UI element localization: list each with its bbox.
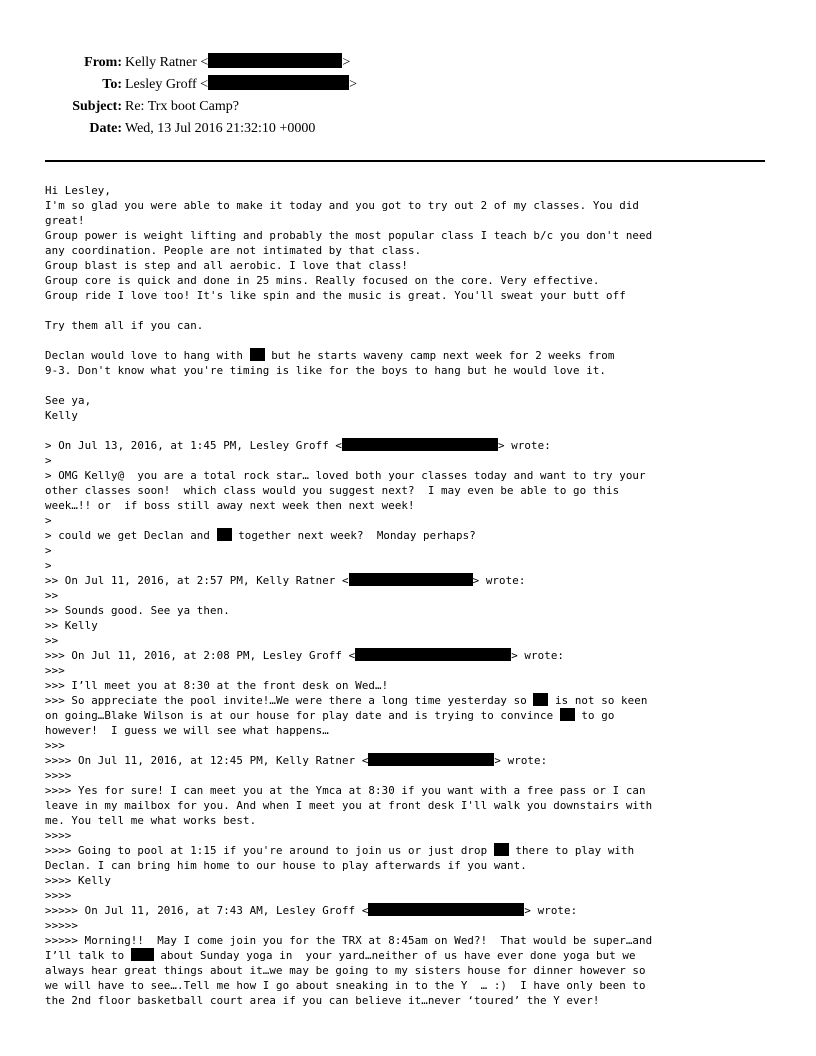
- body-line: Group core is quick and done in 25 mins. Really focused on the core. Very effective.: [45, 274, 600, 287]
- body-line: always hear great things about it…we may be going to my sisters house for dinner however so: [45, 964, 646, 977]
- body-line: >>>> Yes for sure! I can meet you at the Ymca at 8:30 if you want with a free pass or I can: [45, 784, 646, 797]
- date-value: Wed, 13 Jul 2016 21:32:10 +0000: [125, 121, 316, 136]
- body-line: [45, 948, 775, 963]
- subject-label: Subject:: [72, 99, 122, 114]
- body-text: on going…Blake Wilson is at our house for play date and is trying to convince: [45, 709, 560, 722]
- body-line: any coordination. People are not intimated by that class.: [45, 244, 422, 257]
- body-line: Kelly: [45, 409, 79, 422]
- from-label: From:: [84, 55, 122, 70]
- body-line: [45, 378, 775, 393]
- body-line: the 2nd floor basketball court area if you can believe it…never ‘toured’ the Y ever!: [45, 994, 600, 1007]
- body-line: > OMG Kelly@ you are a total rock star… loved both your classes today and want to try your: [45, 469, 646, 482]
- body-line: Hi Lesley,: [45, 184, 112, 197]
- body-text: there to play with: [508, 844, 635, 857]
- body-text: >> On Jul 11, 2016, at 2:57 PM, Kelly Ratner <: [45, 574, 349, 587]
- body-text: is not so keen: [548, 694, 648, 707]
- body-text: > wrote:: [511, 649, 565, 662]
- body-line: >: [45, 559, 52, 572]
- body-text: > wrote:: [524, 904, 578, 917]
- body-line: [45, 423, 775, 438]
- body-text: about Sunday yoga in your yard…neither of us have ever done yoga but we: [153, 949, 636, 962]
- from-value: [125, 52, 350, 74]
- body-text: I’ll talk to: [45, 949, 131, 962]
- body-line: >>>: [45, 739, 65, 752]
- email-header: [0, 52, 816, 140]
- body-text: > wrote:: [498, 439, 551, 452]
- to-value: [125, 74, 357, 96]
- body-line: >: [45, 544, 52, 557]
- body-line: Group power is weight lifting and probably the most popular class I teach b/c you don't need: [45, 229, 653, 242]
- body-line: [45, 303, 775, 318]
- header-divider: [45, 160, 765, 162]
- body-line: Declan. I can bring him home to our house to play afterwards if you want.: [45, 859, 527, 872]
- body-line: >: [45, 514, 52, 527]
- redaction-box: [533, 693, 548, 706]
- body-text: > wrote:: [494, 754, 548, 767]
- redaction-box: [494, 843, 509, 856]
- redaction-box: [342, 438, 498, 451]
- redaction-box: [208, 53, 342, 68]
- body-line: >>>: [45, 664, 65, 677]
- body-line: [45, 843, 775, 858]
- date-row: [0, 118, 816, 140]
- body-line: [45, 333, 775, 348]
- body-line: great!: [45, 214, 85, 227]
- from-row: [0, 52, 816, 74]
- body-line: >>>>: [45, 769, 72, 782]
- body-text: >>>> On Jul 11, 2016, at 12:45 PM, Kelly Ratner <: [45, 754, 369, 767]
- body-line: [45, 348, 775, 363]
- body-line: >>>>> Morning!! May I come join you for the TRX at 8:45am on Wed?! That would be super…and: [45, 934, 653, 947]
- body-line: [45, 438, 775, 453]
- subject-row: [0, 96, 816, 118]
- body-line: [45, 693, 775, 708]
- to-name: Lesley Groff <: [125, 77, 209, 92]
- body-text: >>> On Jul 11, 2016, at 2:08 PM, Lesley Groff <: [45, 649, 356, 662]
- date-label: Date:: [89, 121, 122, 136]
- body-line: Try them all if you can.: [45, 319, 204, 332]
- redaction-box: [349, 573, 473, 586]
- body-line: me. You tell me what works best.: [45, 814, 257, 827]
- body-line: 9-3. Don't know what you're timing is like for the boys to hang but he would love it.: [45, 364, 607, 377]
- body-line: however! I guess we will see what happens…: [45, 724, 329, 737]
- body-text: > wrote:: [472, 574, 526, 587]
- body-text: Declan would love to hang with: [45, 349, 250, 362]
- body-line: we will have to see….Tell me how I go about sneaking in to the Y … :) I have only been to: [45, 979, 646, 992]
- body-text: but he starts waveny camp next week for 2 weeks from: [264, 349, 615, 362]
- body-text: together next week? Monday perhaps?: [231, 529, 476, 542]
- body-line: [45, 528, 775, 543]
- body-line: Group ride I love too! It's like spin and the music is great. You'll sweat your butt off: [45, 289, 626, 302]
- body-text: to go: [574, 709, 615, 722]
- redaction-box: [217, 528, 232, 541]
- body-line: >>: [45, 634, 59, 647]
- body-line: other classes soon! which class would you suggest next? I may even be able to go this: [45, 484, 620, 497]
- to-row: [0, 74, 816, 96]
- body-text: >>>>> On Jul 11, 2016, at 7:43 AM, Lesley Groff <: [45, 904, 369, 917]
- body-text: > On Jul 13, 2016, at 1:45 PM, Lesley Groff <: [45, 439, 343, 452]
- body-line: >>> I’ll meet you at 8:30 at the front desk on Wed…!: [45, 679, 389, 692]
- from-name: Kelly Ratner <: [125, 55, 209, 70]
- body-line: >>>> Kelly: [45, 874, 112, 887]
- redaction-box: [355, 648, 511, 661]
- redaction-box: [560, 708, 575, 721]
- body-line: >> Sounds good. See ya then.: [45, 604, 230, 617]
- body-line: [45, 573, 775, 588]
- to-label: To:: [102, 77, 122, 92]
- body-line: week…!! or if boss still away next week then next week!: [45, 499, 415, 512]
- redaction-box: [208, 75, 349, 90]
- body-line: >: [45, 454, 52, 467]
- body-text: >>> So appreciate the pool invite!…We were there a long time yesterday so: [45, 694, 534, 707]
- body-line: >>: [45, 589, 59, 602]
- redaction-box: [250, 348, 265, 361]
- body-line: [45, 753, 775, 768]
- body-line: >> Kelly: [45, 619, 98, 632]
- body-line: >>>>>: [45, 919, 79, 932]
- body-line: leave in my mailbox for you. And when I meet you at front desk I'll walk you downstairs with: [45, 799, 653, 812]
- body-line: Group blast is step and all aerobic. I love that class!: [45, 259, 409, 272]
- email-body: [45, 183, 775, 1008]
- from-close: >: [342, 55, 351, 70]
- body-line: I'm so glad you were able to make it today and you got to try out 2 of my classes. You did: [45, 199, 640, 212]
- redaction-box: [368, 903, 524, 916]
- body-line: See ya,: [45, 394, 92, 407]
- body-line: >>>>: [45, 829, 72, 842]
- subject-value: Re: Trx boot Camp?: [125, 99, 239, 114]
- body-text: >>>> Going to pool at 1:15 if you're around to join us or just drop: [45, 844, 494, 857]
- to-close: >: [349, 77, 357, 92]
- redaction-box: [131, 948, 154, 961]
- body-line: [45, 708, 775, 723]
- body-text: > could we get Declan and: [45, 529, 217, 542]
- body-line: [45, 903, 775, 918]
- redaction-box: [368, 753, 494, 766]
- body-line: >>>>: [45, 889, 72, 902]
- body-line: [45, 648, 775, 663]
